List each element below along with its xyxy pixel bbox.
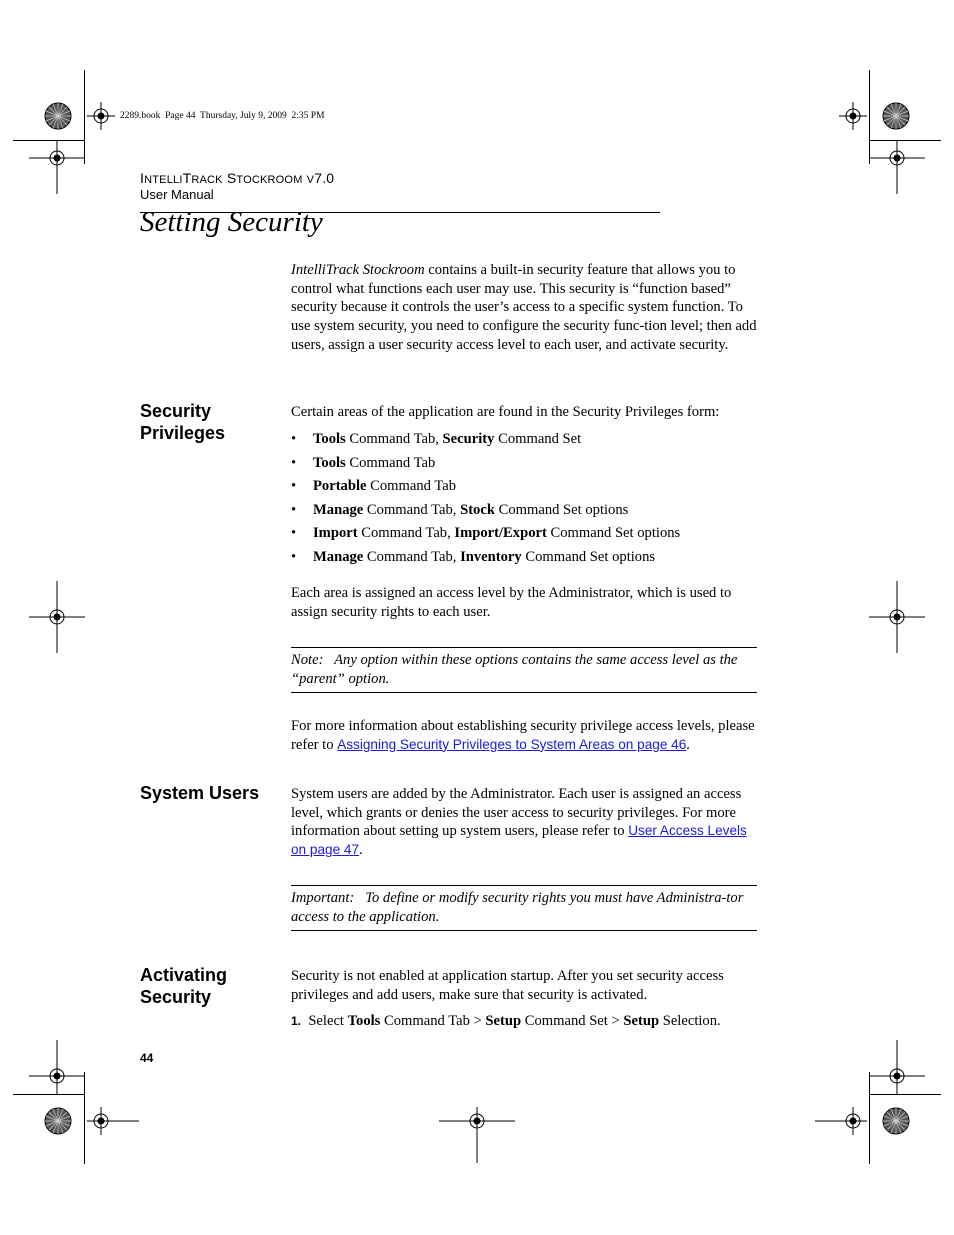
page-title: Setting Security <box>140 206 323 238</box>
note-top-rule <box>291 647 757 648</box>
step-1: 1. Select Tools Command Tab > Setup Command Set > Setup Selection. <box>291 1013 721 1029</box>
list-item: • Manage Command Tab, Stock Command Set options <box>291 501 629 518</box>
registration-target-icon <box>815 1107 867 1135</box>
privileges-after: Each area is assigned an access level by the Administrator, which is used to assign security rights to each user. <box>291 585 732 620</box>
registration-target-icon <box>839 102 867 130</box>
registration-target-icon <box>869 581 925 653</box>
list-item: • Manage Command Tab, Inventory Command Set options <box>291 548 656 565</box>
registration-target-icon <box>869 140 925 194</box>
registration-target-icon <box>29 1040 85 1094</box>
registration-target-icon <box>439 1107 515 1163</box>
heading-security-privileges: Security Privileges <box>140 401 226 443</box>
star-wheel-icon <box>45 1108 71 1134</box>
note-block: Note: Any option within these options contains the same access level as the “parent” option. <box>291 652 738 687</box>
registration-target-icon <box>29 581 85 653</box>
registration-target-icon <box>87 1107 139 1135</box>
registration-target-icon <box>87 102 115 130</box>
registration-target-icon <box>869 1040 925 1094</box>
running-header-product: INTELLITRACK STOCKROOM V7.0 <box>140 170 335 186</box>
privileges-lead: Certain areas of the application are found in the Security Privileges form: <box>291 404 720 420</box>
activating-paragraph: Security is not enabled at application startup. After you set security access privileges and add users, make sure that security is activated. <box>291 968 724 1003</box>
assigning-privileges-link[interactable]: Assigning Security Privileges to System Areas on page 46 <box>337 736 687 752</box>
user-access-levels-link[interactable]: User Access Levels on page 47 <box>291 823 747 858</box>
print-slug: 2289.book Page 44 Thursday, July 9, 2009 2:35 PM <box>120 111 325 121</box>
privileges-more-info: For more information about establishing security privilege access levels, please refer to Assigning Security Privileges to System Areas on page 46. <box>291 718 755 753</box>
system-users-paragraph: System users are added by the Administrator. Each user is assigned an access level, which grants or denies the user access to security privileges. For more information about setting up system users, please refer to User Access Levels on page 47. <box>291 786 747 859</box>
page-number: 44 <box>140 1051 154 1065</box>
registration-target-icon <box>29 140 85 194</box>
important-bottom-rule <box>291 930 757 931</box>
list-item: • Import Command Tab, Import/Export Command Set options <box>291 525 681 541</box>
heading-activating-security: Activating Security <box>140 965 228 1007</box>
star-wheel-icon <box>883 1108 909 1134</box>
important-top-rule <box>291 885 757 886</box>
important-block: Important: To define or modify security rights you must have Administra-tor access to the application. <box>291 890 744 925</box>
note-bottom-rule <box>291 692 757 693</box>
intro-paragraph: IntelliTrack Stockroom contains a built-in security feature that allows you to control what functions each user may use. This security is “function based” security because it controls the user’s access to a specific system function. To use system security, you need to configure the security func-tion level; then add users, assign a user security access level to each user, and activate security. <box>291 262 757 353</box>
heading-system-users: System Users <box>140 783 260 803</box>
list-item: • Portable Command Tab <box>291 478 457 494</box>
list-item: • Tools Command Tab <box>291 454 436 471</box>
star-wheel-icon <box>45 103 71 129</box>
privileges-list <box>291 428 761 569</box>
running-header-subtitle: User Manual <box>140 187 214 202</box>
star-wheel-icon <box>883 103 909 129</box>
list-item: • Tools Command Tab, Security Command Set <box>291 431 582 447</box>
